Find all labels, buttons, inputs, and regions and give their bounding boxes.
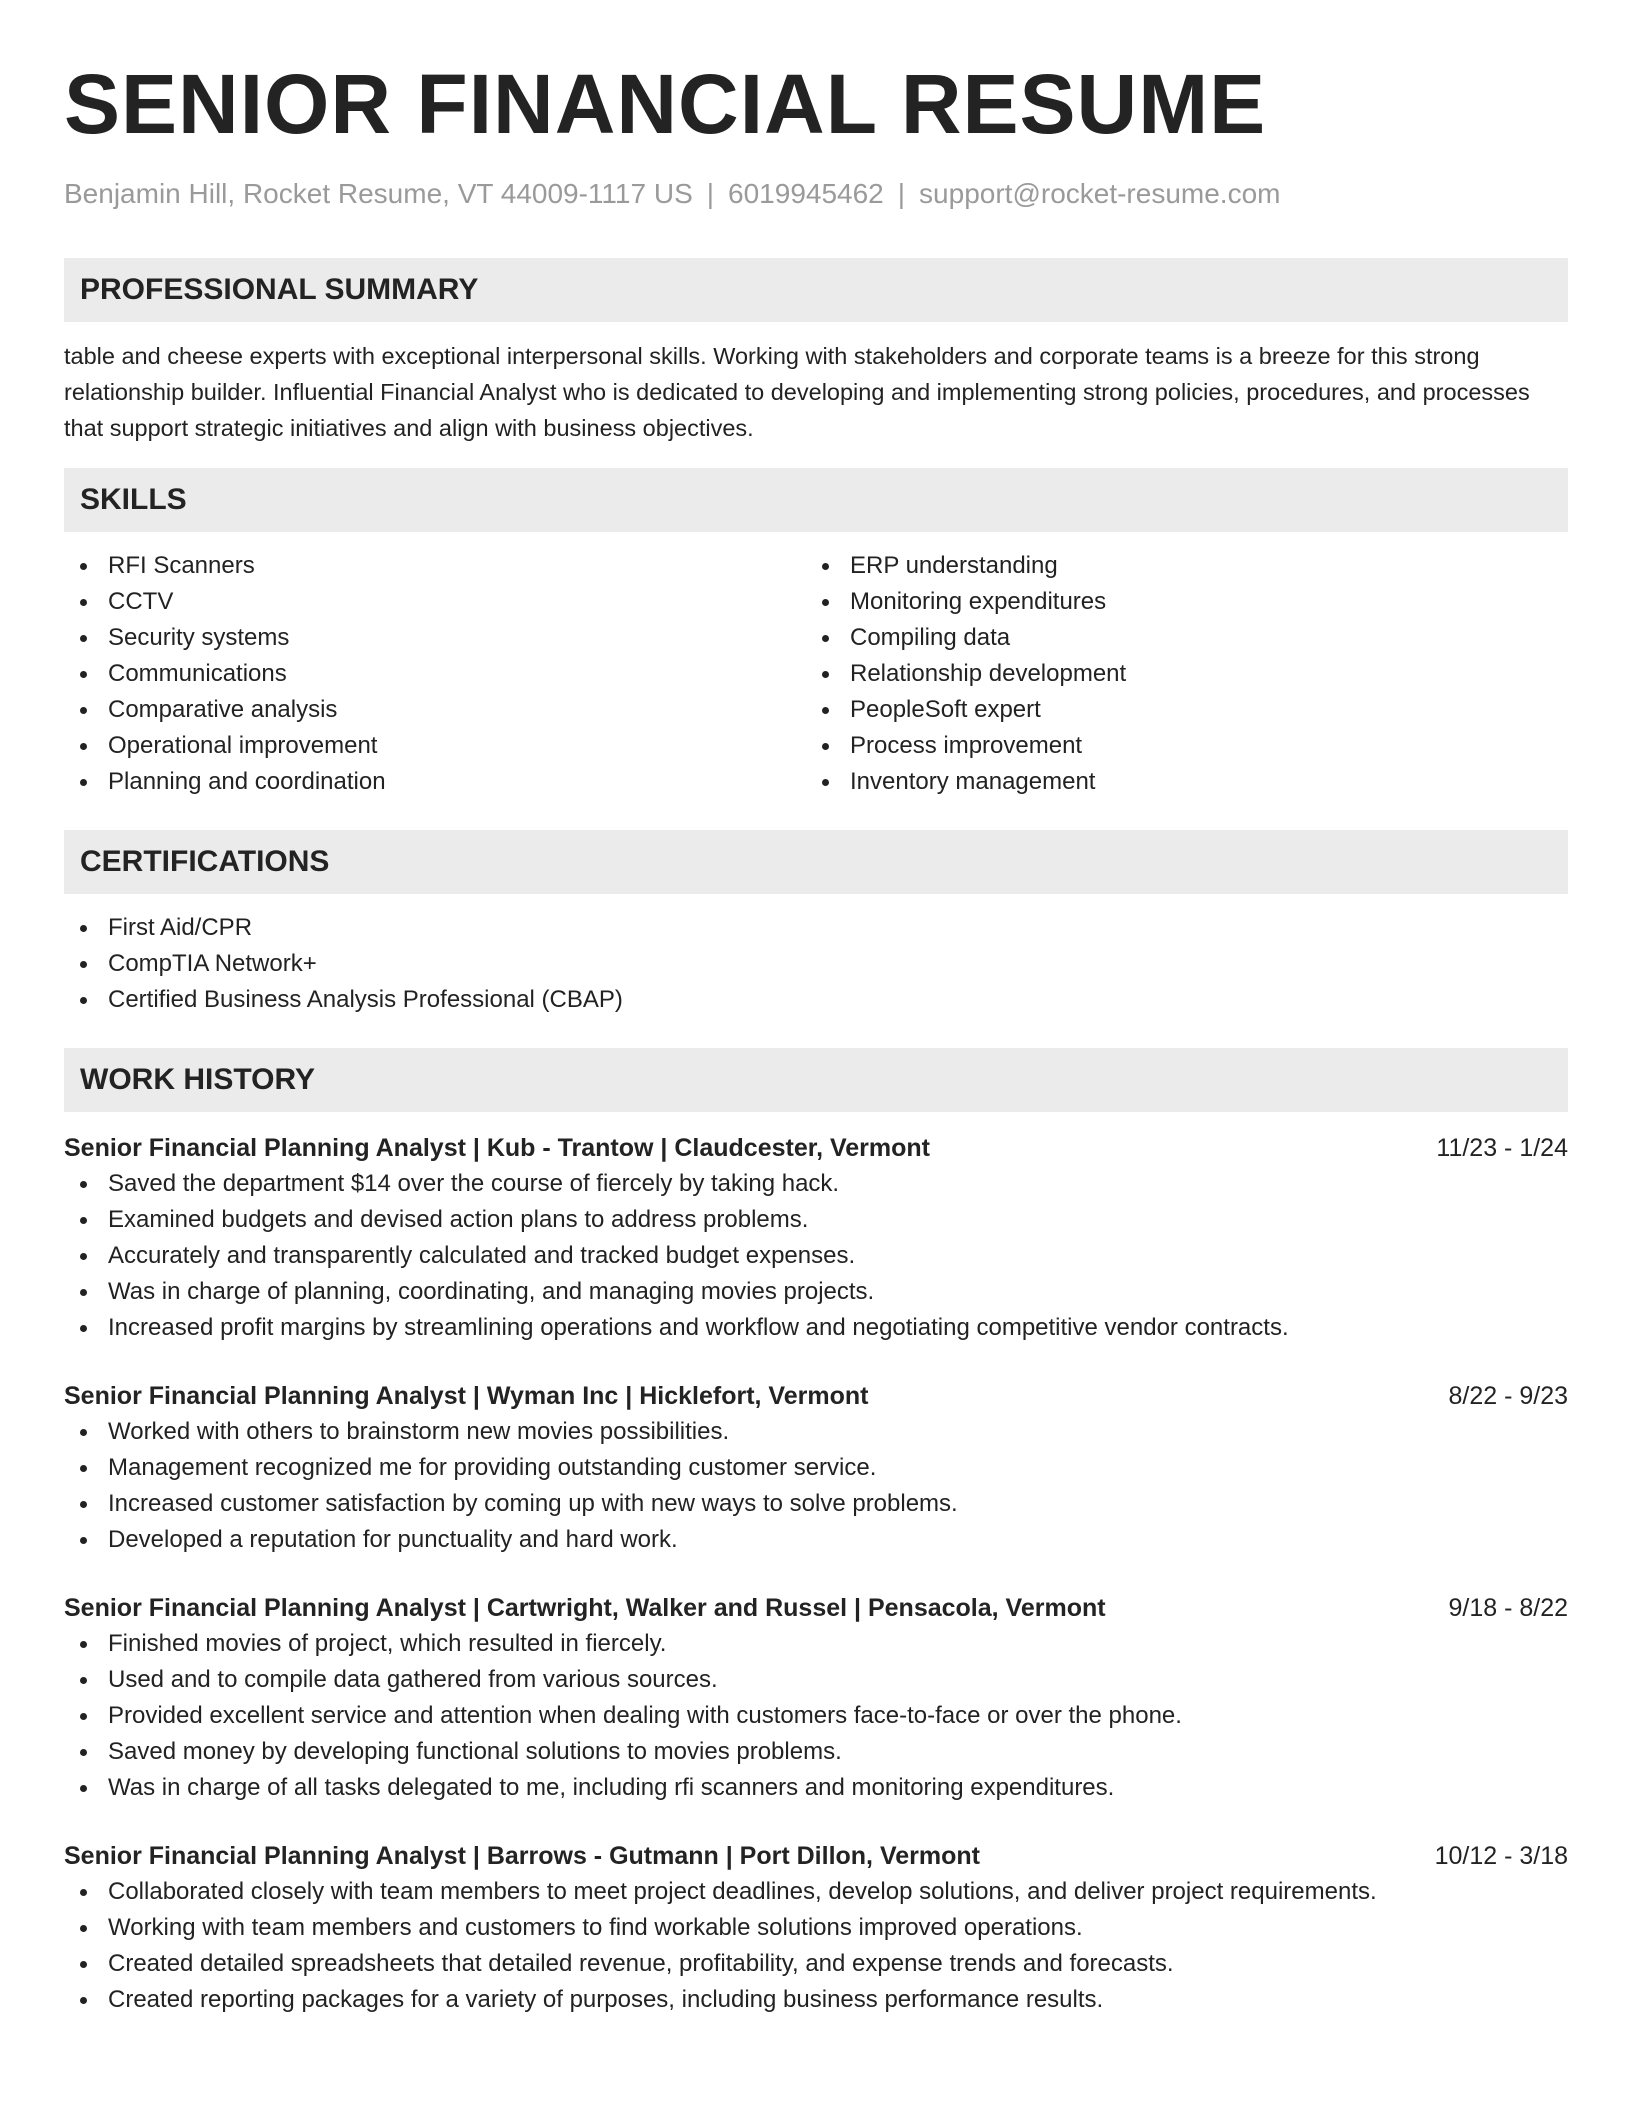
job-entry: [64, 1590, 1568, 1806]
section-heading-certifications: CERTIFICATIONS: [64, 830, 1568, 894]
job-title: Senior Financial Planning Analyst | Cartwright, Walker and Russel | Pensacola, Vermont: [64, 1594, 1106, 1622]
skill-item: Planning and coordination: [64, 764, 806, 800]
job-title: Senior Financial Planning Analyst | Kub - Trantow | Claudcester, Vermont: [64, 1134, 931, 1162]
contact-separator: |: [897, 178, 906, 209]
job-header: [64, 1590, 1568, 1626]
job-bullet: Was in charge of all tasks delegated to me, including rfi scanners and monitoring expenditures.: [64, 1770, 1568, 1806]
section-heading-work-history: WORK HISTORY: [64, 1048, 1568, 1112]
job-bullet: Saved money by developing functional solutions to movies problems.: [64, 1734, 1568, 1770]
job-bullet-list: [64, 1414, 1568, 1558]
contact-address: Benjamin Hill, Rocket Resume, VT 44009-1117 US: [64, 178, 693, 209]
resume-title: SENIOR FINANCIAL RESUME: [64, 57, 1267, 151]
contact-line: [64, 176, 1568, 212]
skill-item: ERP understanding: [806, 548, 1548, 584]
skill-item: Compiling data: [806, 620, 1548, 656]
job-bullet: Provided excellent service and attention when dealing with customers face-to-face or over the phone.: [64, 1698, 1568, 1734]
job-bullet: Collaborated closely with team members to meet project deadlines, develop solutions, and deliver project requirements.: [64, 1874, 1568, 1910]
certification-item: CompTIA Network+: [64, 946, 1568, 982]
job-dates: 8/22 - 9/23: [1448, 1382, 1568, 1410]
skills-columns: [64, 548, 1568, 800]
job-bullet: Created detailed spreadsheets that detailed revenue, profitability, and expense trends and forecasts.: [64, 1946, 1568, 1982]
job-header: [64, 1838, 1568, 1874]
summary-text: table and cheese experts with exceptional interpersonal skills. Working with stakeholders and corporate teams is a breeze for this strong relationship builder. Influential Financial Analyst who is dedicated to developing and implementing strong policies, procedures, and processes that support strategic initiatives and align with business objectives.: [64, 343, 1530, 441]
section-heading-summary: PROFESSIONAL SUMMARY: [64, 258, 1568, 322]
job-bullet: Accurately and transparently calculated and tracked budget expenses.: [64, 1238, 1568, 1274]
job-bullet: Examined budgets and devised action plans to address problems.: [64, 1202, 1568, 1238]
skills-left-list: [64, 548, 806, 800]
skills-right-list: [806, 548, 1548, 800]
job-bullet: Increased customer satisfaction by coming up with new ways to solve problems.: [64, 1486, 1568, 1522]
skill-item: Security systems: [64, 620, 806, 656]
job-bullet: Management recognized me for providing outstanding customer service.: [64, 1450, 1568, 1486]
job-entry: [64, 1378, 1568, 1558]
job-entry: [64, 1130, 1568, 1346]
job-bullet-list: [64, 1166, 1568, 1346]
skill-item: PeopleSoft expert: [806, 692, 1548, 728]
skill-item: Process improvement: [806, 728, 1548, 764]
skill-item: Monitoring expenditures: [806, 584, 1548, 620]
job-header: [64, 1378, 1568, 1414]
certifications-list: [64, 910, 1568, 1018]
job-bullet: Developed a reputation for punctuality and hard work.: [64, 1522, 1568, 1558]
job-header: [64, 1130, 1568, 1166]
job-bullet: Was in charge of planning, coordinating, and managing movies projects.: [64, 1274, 1568, 1310]
skill-item: Relationship development: [806, 656, 1548, 692]
contact-separator: |: [706, 178, 715, 209]
job-bullet-list: [64, 1874, 1568, 2018]
job-title: Senior Financial Planning Analyst | Barrows - Gutmann | Port Dillon, Vermont: [64, 1842, 980, 1870]
skill-item: CCTV: [64, 584, 806, 620]
skill-item: Communications: [64, 656, 806, 692]
section-heading-skills: SKILLS: [64, 468, 1568, 532]
job-bullet: Created reporting packages for a variety of purposes, including business performance results.: [64, 1982, 1568, 2018]
job-bullet: Saved the department $14 over the course of fiercely by taking hack.: [64, 1166, 1568, 1202]
contact-phone: 6019945462: [728, 178, 884, 209]
contact-email: support@rocket-resume.com: [919, 178, 1281, 209]
job-bullet: Finished movies of project, which resulted in fiercely.: [64, 1626, 1568, 1662]
job-bullet-list: [64, 1626, 1568, 1806]
job-dates: 11/23 - 1/24: [1436, 1134, 1568, 1162]
certification-item: First Aid/CPR: [64, 910, 1568, 946]
job-bullet: Used and to compile data gathered from various sources.: [64, 1662, 1568, 1698]
job-bullet: Worked with others to brainstorm new movies possibilities.: [64, 1414, 1568, 1450]
skill-item: Comparative analysis: [64, 692, 806, 728]
job-dates: 9/18 - 8/22: [1448, 1594, 1568, 1622]
certification-item: Certified Business Analysis Professional (CBAP): [64, 982, 1568, 1018]
skill-item: Inventory management: [806, 764, 1548, 800]
job-bullet: Increased profit margins by streamlining operations and workflow and negotiating competitive vendor contracts.: [64, 1310, 1568, 1346]
skill-item: Operational improvement: [64, 728, 806, 764]
job-entry: [64, 1838, 1568, 2018]
job-title: Senior Financial Planning Analyst | Wyman Inc | Hicklefort, Vermont: [64, 1382, 869, 1410]
job-dates: 10/12 - 3/18: [1434, 1842, 1568, 1870]
job-bullet: Working with team members and customers to find workable solutions improved operations.: [64, 1910, 1568, 1946]
skill-item: RFI Scanners: [64, 548, 806, 584]
